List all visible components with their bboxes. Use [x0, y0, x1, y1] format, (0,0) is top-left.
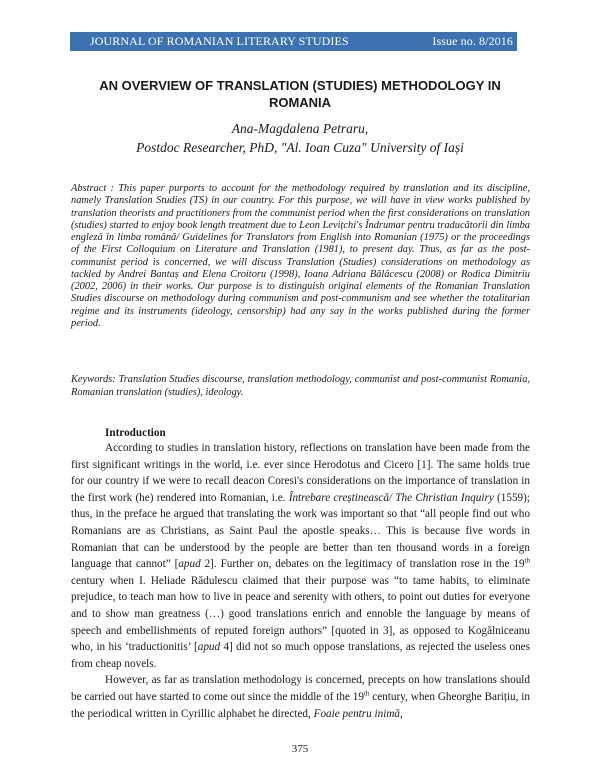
p1-text-4: century when I. Heliade Rădulescu claimed that their purpose was “to tame habits, to eliminate prejudice, to teach man how to live in peace and serenity with others, to point out duties for everyone and to show man greatness (…) good translations enrich and ennoble the language by means of speech and embellishments of reputed foreign authors” [quoted in 3], as opposed to Kogălniceanu who, in his ‘traductionitis’ [	[71, 574, 530, 654]
keywords-label: Keywords:	[71, 374, 116, 385]
abstract-text: : This paper purports to account for the methodology required by translation and its discipline, namely Translation Studies (TS) in our country. For this purpose, we will have in view works published by translation theorists and practitioners from the communist period when the first considerations on translation (studies) started to enjoy book length treatment due to Leon Levițchi's Îndrumar pentru traducătorii din limba engleză în limba română/ Guidelines for Translators from English into Romanian (1975) or the proceedings of the First Colloquium on Literature and Translation (1981), to present day. Thus, as far as the post-communist period is concerned, we will discuss Translation (Studies) considerations on methodology as tackled by Andrei Bantaș and Elena Croitoru (1998), Ioana Adriana Bălăcescu (2008) or Rodica Dimitriu (2002, 2006) in their works. Our purpose is to distinguish original elements of the Romanian Translation Studies discourse on methodology during communism and post-communism and see whether the totalitarian regime and its instruments (ideology, censorship) had any say in the works published during the former period.	[71, 183, 530, 329]
p1-apud-2: apud	[197, 641, 221, 654]
p1-text-1: According to studies in translation history, reflections on translation have been made from the first significant writings in the world, i.e. ever since Herodotus and Cicero [1]. The same holds true for our country if we were to recall deacon Coresi's considerations on the importance of translation in the first work (he) rendered into Romanian, i.e.	[71, 442, 530, 504]
p1-apud-1: apud	[178, 558, 201, 571]
introduction-body	[71, 440, 530, 722]
p1-ordinal-suffix: th	[524, 556, 530, 565]
paper-title-line-2: ROMANIA	[268, 95, 332, 110]
issue-number: Issue no. 8/2016	[432, 34, 513, 48]
keywords	[71, 374, 530, 399]
page-number: 375	[291, 743, 309, 755]
journal-name: JOURNAL OF ROMANIAN LITERARY STUDIES	[90, 34, 349, 48]
paper-title-line-1: AN OVERVIEW OF TRANSLATION (STUDIES) METHODOLOGY IN	[99, 78, 501, 93]
abstract	[71, 183, 530, 330]
intro-paragraph-1	[71, 440, 530, 672]
introduction-heading: Introduction	[105, 427, 166, 439]
p1-text-3: 2]. Further on, debates on the legitimacy of translation rose in the 19	[200, 558, 525, 571]
p1-text-5: 4] did not so much oppose translations, as rejected the useless ones from cheap novels.	[71, 641, 530, 670]
abstract-label: Abstract	[71, 183, 107, 194]
p2-text-1: However, as far as translation methodology is concerned, precepts on how translations should be carried out have started to come out since the middle of the 19	[71, 674, 530, 703]
keywords-text: Translation Studies discourse, translation methodology, communist and post-communist Romania, Romanian translation (studies), ideology.	[71, 374, 530, 398]
p2-ordinal-suffix: th	[363, 689, 370, 698]
p2-text-2: century, when Gheorghe Barițiu, in the periodical written in Cyrillic alphabet he directed,	[71, 690, 531, 720]
author-block	[70, 119, 530, 157]
author-affiliation: Postdoc Researcher, PhD, "Al. Ioan Cuza" University of Iași	[136, 140, 464, 155]
p2-periodical-title: Foaie pentru inimă,	[313, 707, 403, 720]
paper-title	[70, 77, 530, 111]
p1-work-title: Întrebare creștinească/ The Christian Inquiry	[288, 491, 494, 504]
p1-text-2: (1559); thus, in the preface he argued that translating the work was important so that “all people find out who Romanians are as Christians, as Saint Paul the apostle speaks… This is because five words in Romanian that can be understood by the people are better than ten thousand words in a foreign language that cannot” [	[71, 491, 530, 571]
intro-paragraph-2	[71, 672, 530, 722]
journal-header-bar	[70, 32, 517, 51]
author-name: Ana-Magdalena Petraru,	[231, 121, 369, 136]
